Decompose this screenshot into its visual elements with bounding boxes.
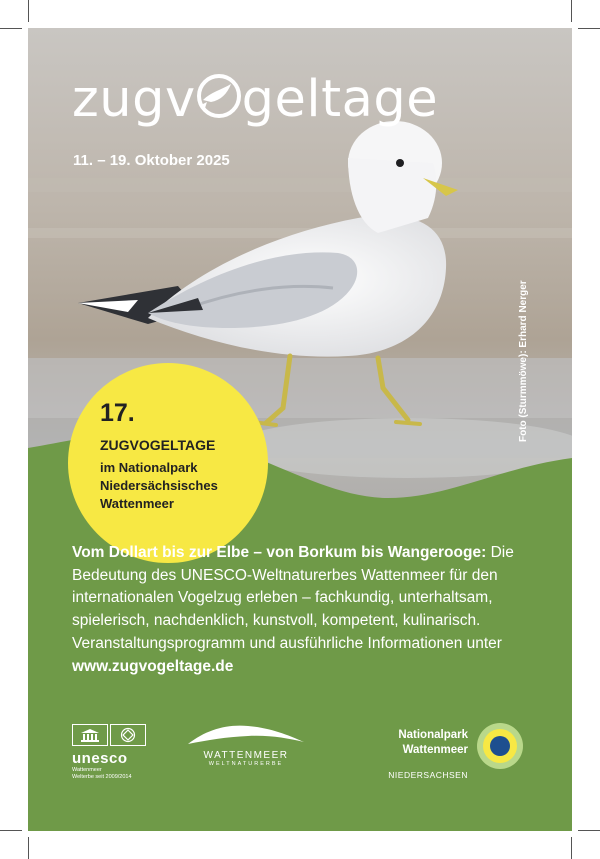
photo-credit: Foto (Sturmmöwe): Erhard Nerger — [518, 280, 529, 442]
edition-line-3: Wattenmeer — [100, 496, 174, 511]
event-title — [72, 70, 438, 129]
wattenmeer-subtitle: WELTNATURERBE — [208, 761, 284, 767]
title-part-1: zugv — [72, 70, 196, 129]
unesco-caption-2: Welterbe seit 2009/2014 — [72, 774, 132, 780]
edition-subtitle — [100, 459, 218, 513]
crop-mark — [578, 28, 600, 29]
description-text: Die Bedeutung des UNESCO-Weltnaturerbes Wattenmeer für den internationalen Vogelzug erleben – fachkundig, unterhaltsam, spielerisch, nachdenklich, kunstvoll, kompetent, kulinarisch. Veranstaltungsprogramm und ausführliche Informationen unter — [72, 544, 514, 652]
description — [72, 542, 552, 678]
event-dates: 11. – 19. Oktober 2025 — [73, 152, 230, 169]
description-lead: Vom Dollart bis zur Elbe – von Borkum bis Wangerooge: — [72, 544, 487, 561]
wattenmeer-title: WATTENMEER — [203, 750, 289, 761]
unesco-logo — [72, 724, 162, 781]
crop-mark — [571, 837, 572, 859]
bird-o-icon — [197, 74, 241, 118]
nationalpark-text — [358, 728, 468, 780]
nationalpark-region: NIEDERSACHSEN — [388, 770, 468, 780]
nationalpark-logo-icon — [476, 722, 524, 770]
crop-mark — [0, 830, 22, 831]
nationalpark-line-2: Wattenmeer — [402, 744, 468, 756]
edition-badge — [68, 363, 268, 563]
website-link[interactable]: www.zugvogeltage.de — [72, 657, 234, 675]
world-heritage-icon — [110, 724, 146, 746]
wave-mark-icon — [186, 722, 306, 748]
unesco-wordmark: unesco — [72, 750, 128, 767]
crop-mark — [571, 0, 572, 22]
edition-line-2: Niedersächsisches — [100, 478, 218, 493]
unesco-caption-1: Wattenmeer — [72, 767, 102, 773]
edition-title: ZUGVOGELTAGE — [100, 437, 216, 453]
wattenmeer-logo — [186, 722, 306, 767]
crop-mark — [28, 0, 29, 22]
edition-number: 17. — [100, 399, 135, 427]
unesco-temple-icon — [72, 724, 108, 746]
crop-mark — [28, 837, 29, 859]
poster — [28, 28, 572, 831]
edition-line-1: im Nationalpark — [100, 460, 198, 475]
crop-mark — [0, 28, 22, 29]
nationalpark-line-1: Nationalpark — [398, 729, 468, 741]
crop-mark — [578, 830, 600, 831]
title-part-2: geltage — [241, 70, 439, 129]
footer-logos — [28, 718, 572, 808]
